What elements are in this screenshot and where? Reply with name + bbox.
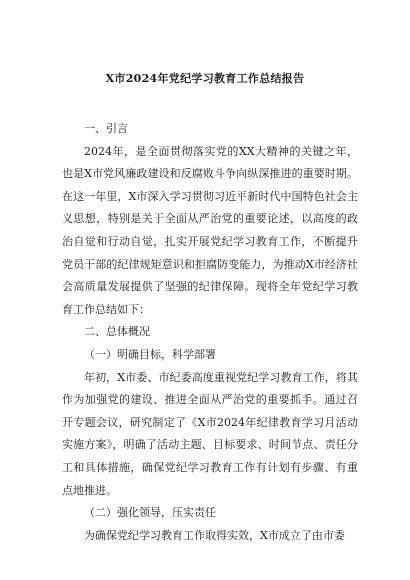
paragraph-leadership: 为确保党纪学习教育工作取得实效，X市成立了由市委 — [84, 528, 345, 542]
paragraph-goals: 年初，X市委、市纪委高度重视党纪学习教育工作，将其作为加强党的建设、推进全面从严治党的重要抓手。通过召开专题会议，研究制定了《X市2024年纪律教育学习月活动实施方案》，明确了活动主题、目标要求、时间节点、责任分工和具体措施，确保党纪学习教育工作有计划有步骤、有重点地推进。 — [62, 370, 358, 497]
subheading-goals: （一）明确目标，科学部署 — [84, 347, 216, 361]
document-title: X市2024年党纪学习教育工作总结报告 — [105, 72, 305, 85]
section-heading-introduction: 一、引言 — [84, 122, 128, 135]
subheading-leadership: （二）强化领导，压实责任 — [84, 506, 216, 520]
section-heading-overview: 二、总体概况 — [84, 325, 150, 339]
paragraph-introduction: 2024年，是全面贯彻落实党的XX大精神的关键之年，也是X市党风廉政建设和反腐败斗争向纵深推进的重要时期。在这一年里，X市深入学习贯彻习近平新时代中国特色社会主义思想，特别是关于全面从严治党的重要论述，以高度的政治自觉和行动自觉，扎实开展党纪学习教育工作，不断提升党员干部的纪律规矩意识和拒腐防变能力，为推动X市经济社会高质量发展提供了坚强的纪律保障。现将全年党纪学习教育工作总结如下： — [62, 144, 358, 316]
document-body — [62, 118, 358, 547]
